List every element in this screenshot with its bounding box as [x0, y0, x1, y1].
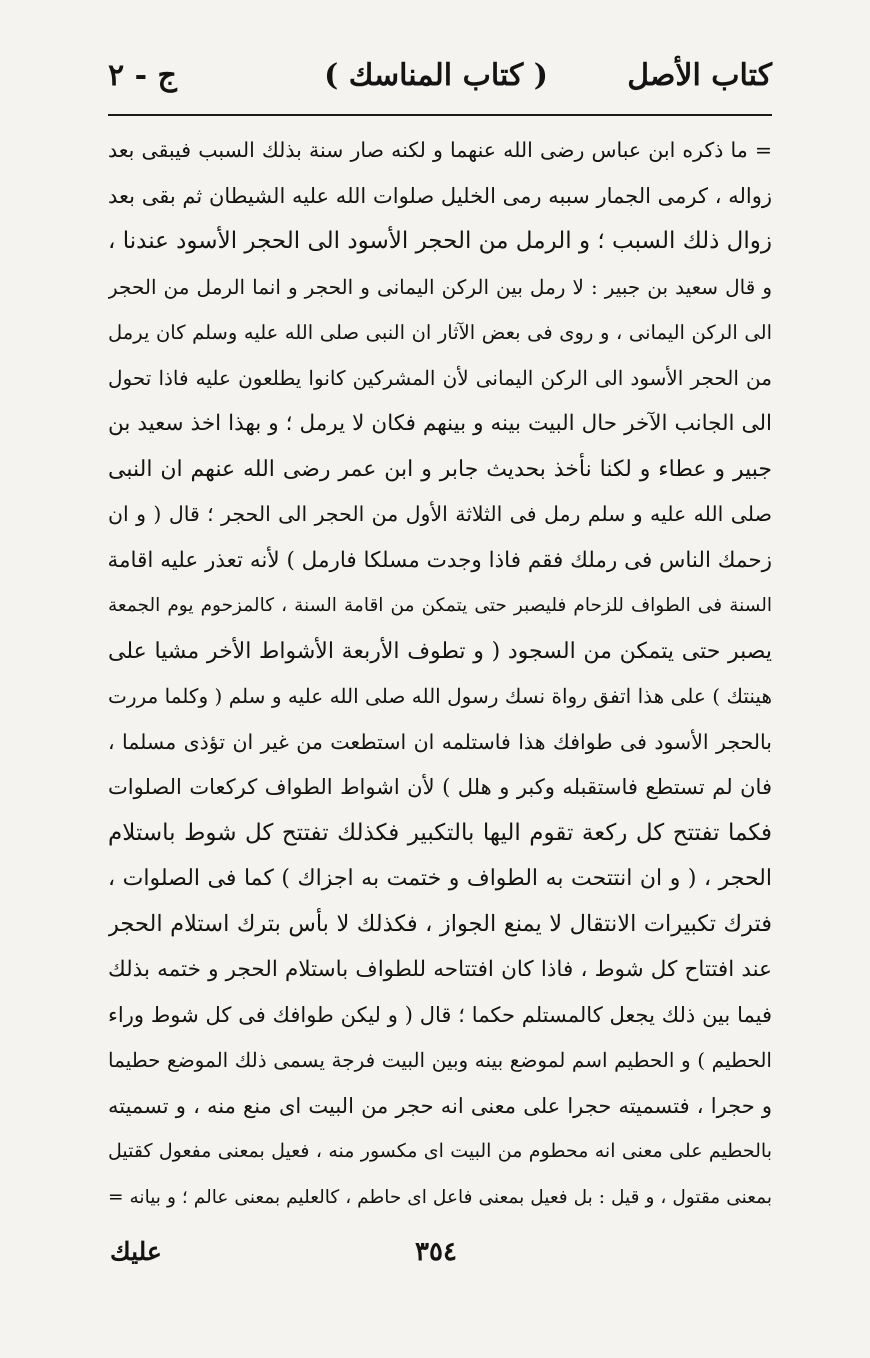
catchword: عليك: [110, 1237, 162, 1266]
text-line: زواله ، كرمى الجمار سببه رمى الخليل صلوات الله عليه الشيطان ثم بقى بعد: [108, 183, 772, 208]
text-line: الحطيم ) و الحطيم اسم لموضع بينه وبين البيت فرجة يسمى ذلك الموضع حطيما: [108, 1048, 772, 1072]
page-number: ٣٥٤: [415, 1237, 457, 1267]
page-footer: [100, 1232, 772, 1272]
text-line: بالحجر الأسود فى طوافك هذا فاستلمه ان استطعت من غير ان تؤذى مسلما ،: [108, 729, 772, 754]
volume-label: ج - ٢: [108, 58, 177, 93]
text-line: فيما بين ذلك يجعل كالمستلم حكما ؛ قال ( و ليكن طوافك فى كل شوط وراء: [108, 1002, 772, 1027]
text-line: بمعنى مقتول ، و قيل : بل فعيل بمعنى فاعل اى حاطم ، كالعليم بمعنى عالم ؛ و بيانه =: [108, 1186, 772, 1208]
body-text: [108, 128, 772, 1220]
text-line: فترك تكبيرات الانتقال لا يمنع الجواز ، فكذلك لا بأس بترك استلام الحجر: [108, 910, 772, 937]
text-line: فان لم تستطع فاستقبله وكبر و هلل ) لأن اشواط الطواف كركعات الصلوات: [108, 775, 772, 799]
text-line: صلى الله عليه و سلم رمل فى الثلاثة الأول من الحجر الى الحجر ؛ قال ( و ان: [108, 502, 772, 526]
text-line: الى الركن اليمانى ، و روى فى بعض الآثار ان النبى صلى الله عليه وسلم كان يرمل: [108, 321, 772, 344]
text-line: و قال سعيد بن جبير : لا رمل بين الركن اليمانى و الحجر و انما الرمل من الحجر: [108, 274, 772, 299]
text-line: يصبر حتى يتمكن من السجود ( و تطوف الأربعة الأشواط الأخر مشيا على: [108, 638, 772, 664]
book-title: كتاب الأصل: [627, 58, 772, 93]
section-title: ( كتاب المناسك ): [324, 58, 548, 93]
text-line: زوال ذلك السبب ؛ و الرمل من الحجر الأسود الى الحجر الأسود عندنا ،: [108, 228, 772, 254]
text-line: من الحجر الأسود الى الركن اليمانى لأن المشركين كانوا يطلعون عليه فاذا تحول: [108, 365, 772, 390]
text-line: و حجرا ، فتسميته حجرا على معنى انه حجر من البيت اى منع منه ، و تسميته: [108, 1093, 772, 1118]
text-line: السنة فى الطواف للزحام فليصبر حتى يتمكن من اقامة السنة ، كالمزحوم يوم الجمعة: [108, 595, 772, 616]
text-line: زحمك الناس فى رملك فقم فاذا وجدت مسلكا فارمل ) لأنه تعذر عليه اقامة: [108, 547, 772, 573]
text-line: هينتك ) على هذا اتفق رواة نسك رسول الله صلى الله عليه و سلم ( وكلما مررت: [108, 684, 772, 708]
text-line: الحجر ، ( و ان انتتحت به الطواف و ختمت به اجزاك ) كما فى الصلوات ،: [108, 866, 772, 891]
running-header: [100, 52, 772, 104]
text-line: بالحطيم على معنى انه محطوم من البيت اى مكسور منه ، فعيل بمعنى مفعول كقتيل: [108, 1140, 772, 1162]
text-line: الى الجانب الآخر حال البيت بينه و بينهم فكان لا يرمل ؛ و بهذا اخذ سعيد بن: [108, 411, 772, 436]
header-rule: [108, 114, 772, 116]
text-line: = ما ذكره ابن عباس رضى الله عنهما و لكنه صار سنة بذلك السبب فيبقى بعد: [108, 138, 772, 162]
text-line: جبير و عطاء و لكنا نأخذ بحديث جابر و ابن عمر رضى الله عنهم ان النبى: [108, 456, 772, 482]
text-line: عند افتتاح كل شوط ، فاذا كان افتتاحه للطواف باستلام الحجر و ختمه بذلك: [108, 957, 772, 982]
text-line: فكما تفتتح كل ركعة تقوم اليها بالتكبير فكذلك تفتتح كل شوط باستلام: [108, 819, 772, 846]
